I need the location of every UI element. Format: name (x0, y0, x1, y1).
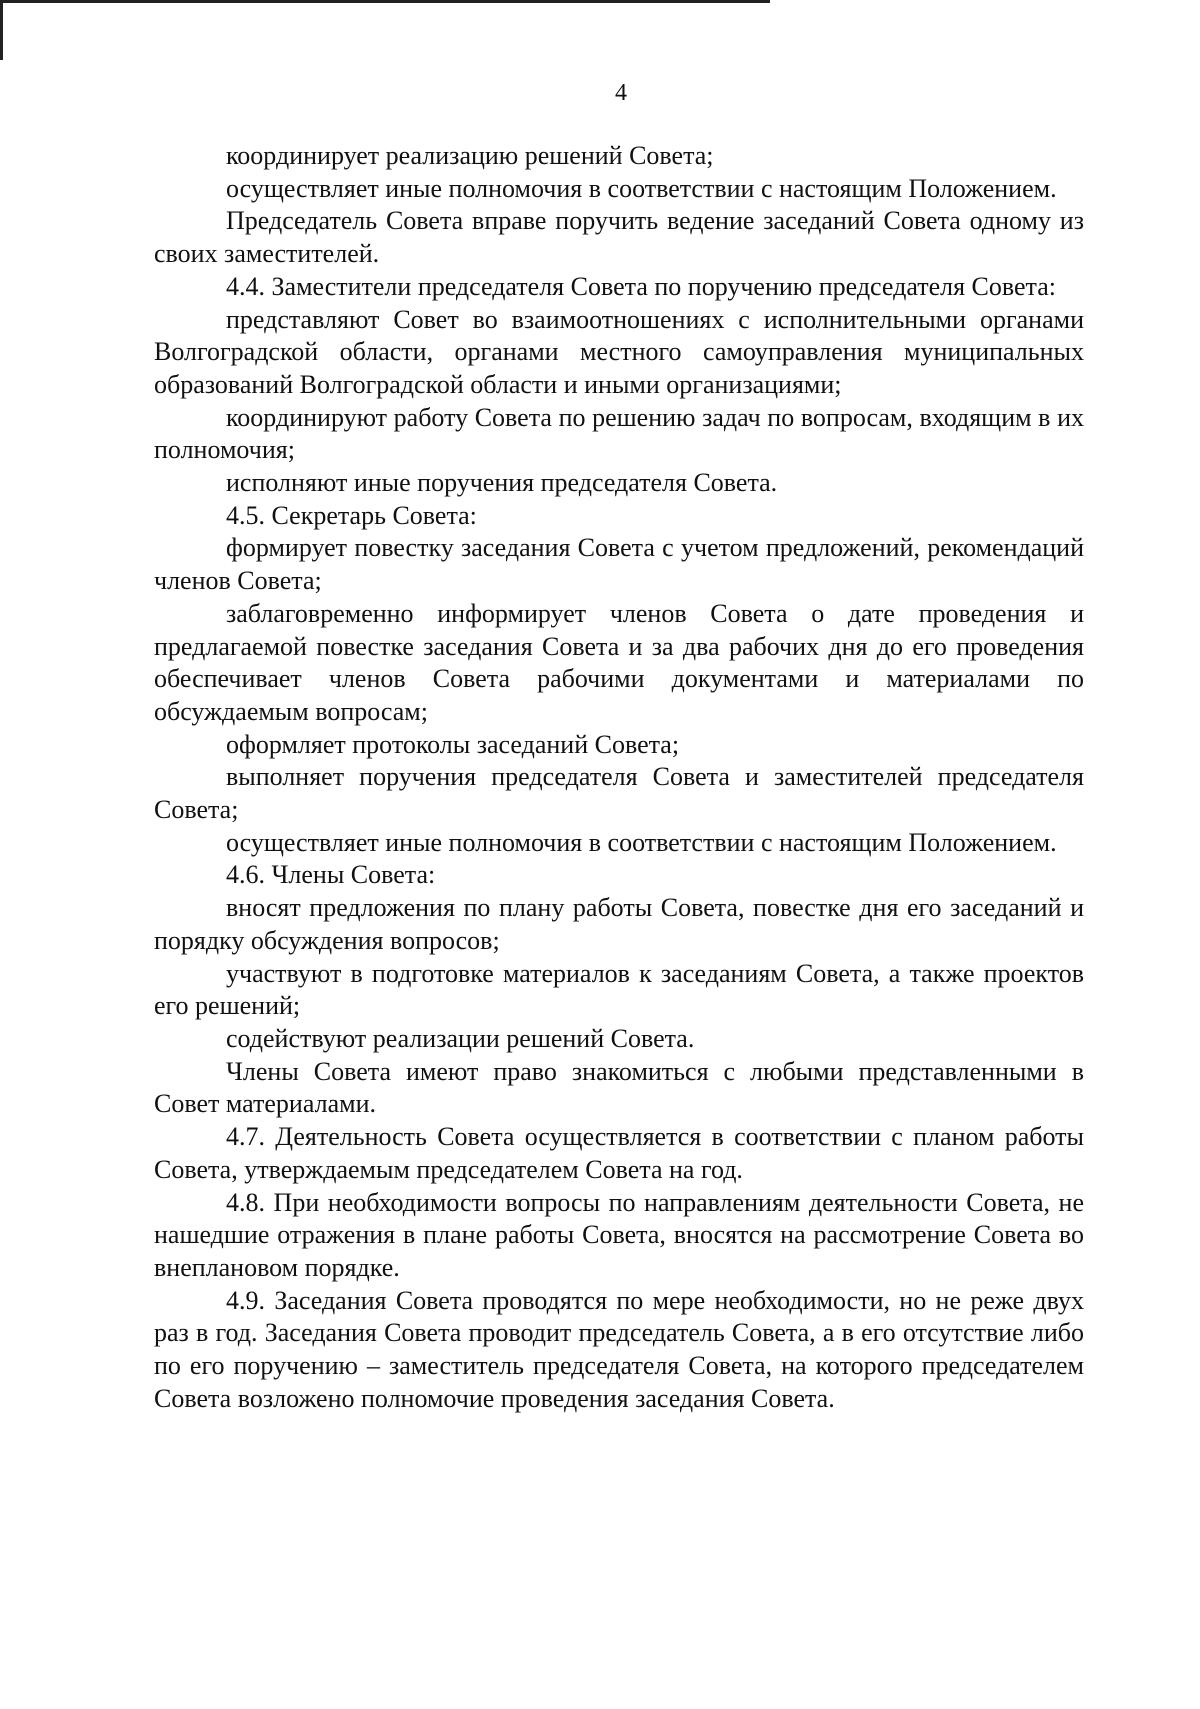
paragraph: исполняют иные поручения председателя Совета. (226, 468, 778, 498)
paragraph: заблаговременно информирует членов Совета о дате проведения и предлагаемой повестке заседания Совета и за два рабочих дня до его проведения обеспечивает членов Совета рабочими документами и материалами по обсуждаемым вопросам; (154, 598, 1084, 726)
paragraph: формирует повестку заседания Совета с учетом предложений, рекомендаций членов Совета; (154, 533, 1084, 596)
paragraph: координируют работу Совета по решению задач по вопросам, входящим в их полномочия; (154, 402, 1084, 465)
paragraph: Председатель Совета вправе поручить ведение заседаний Совета одному из своих заместителей. (154, 206, 1084, 269)
paragraph: вносят предложения по плану работы Совета, повестке дня его заседаний и порядку обсуждения вопросов; (154, 893, 1084, 955)
paragraph: выполняет поручения председателя Совета и заместителей председателя Совета; (154, 762, 1084, 825)
paragraph: Члены Совета имеют право знакомиться с любыми представленными в Совет материалами. (154, 1056, 1084, 1119)
paragraph: оформляет протоколы заседаний Совета; (226, 729, 680, 759)
section-4-7: 4.7. Деятельность Совета осуществляется в соответствии с планом работы Совета, утверждаемым председателем Совета на год. (154, 1122, 1084, 1184)
paragraph: осуществляет иные полномочия в соответствии с настоящим Положением. (226, 173, 1057, 203)
section-heading-4-5: 4.5. Секретарь Совета: (226, 500, 477, 530)
paragraph: представляют Совет во взаимоотношениях с исполнительными органами Волгоградской области, органами местного самоуправления муниципальных образований Волгоградской области и иными организациями; (154, 304, 1084, 399)
document-body (154, 140, 1084, 1415)
paragraph: участвуют в подготовке материалов к заседаниям Совета, а также проектов его решений; (154, 958, 1084, 1021)
section-4-9: 4.9. Заседания Совета проводятся по мере необходимости, но не реже двух раз в год. Заседания Совета проводит председатель Совета, а в его отсутствие либо по его поручению – заместитель председателя Совета, на которого председателем Совета возложено полномочие проведения заседания Совета. (154, 1285, 1084, 1413)
paragraph: осуществляет иные полномочия в соответствии с настоящим Положением. (226, 827, 1057, 857)
section-heading-4-4: 4.4. Заместители председателя Совета по поручению председателя Совета: (226, 271, 1056, 301)
page-number: 4 (615, 80, 627, 106)
section-heading-4-6: 4.6. Члены Совета: (226, 860, 436, 890)
scan-edge-left (0, 0, 3, 60)
scan-edge-top (0, 0, 770, 3)
paragraph: координирует реализацию решений Совета; (226, 141, 714, 170)
section-4-8: 4.8. При необходимости вопросы по направлениям деятельности Совета, не нашедшие отражения в плане работы Совета, вносятся на рассмотрение Совета во внеплановом порядке. (154, 1187, 1084, 1282)
paragraph: содействуют реализации решений Совета. (226, 1023, 695, 1053)
